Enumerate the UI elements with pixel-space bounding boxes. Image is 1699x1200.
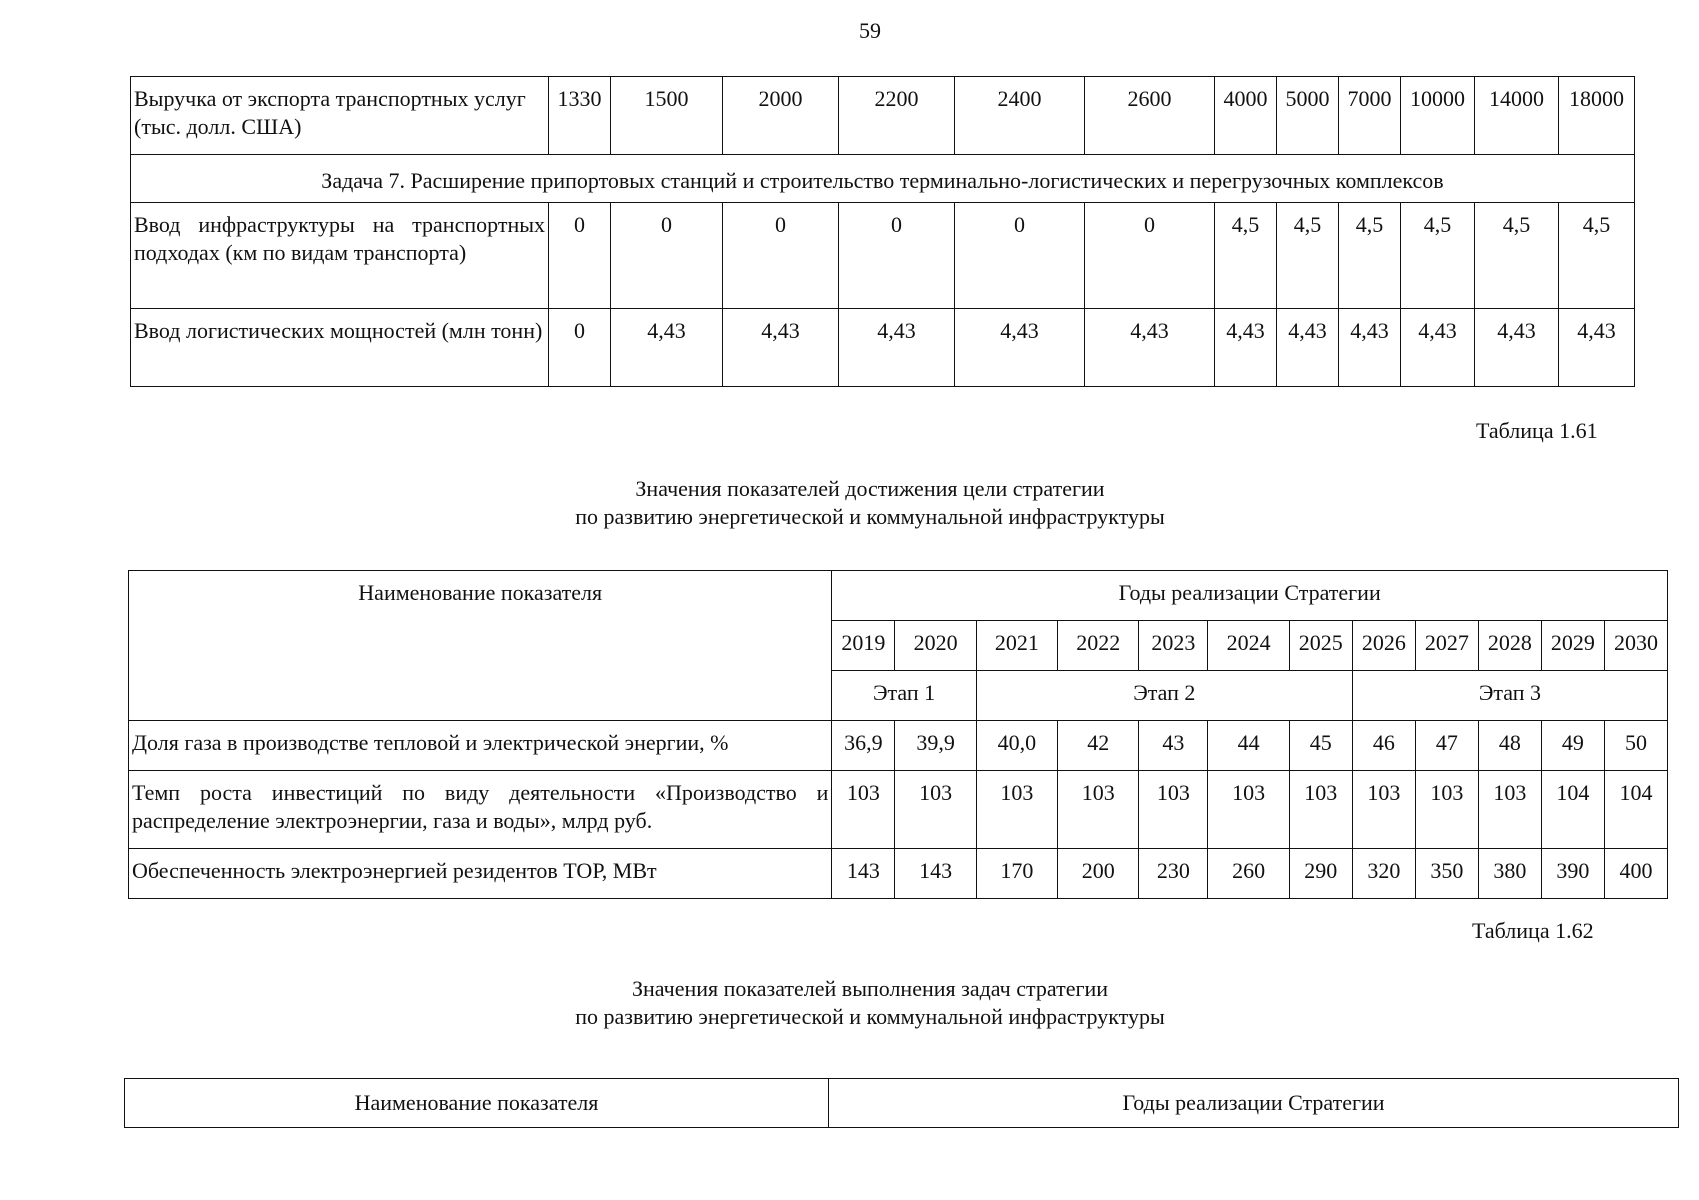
cell: 4,43 (1559, 309, 1635, 387)
cell: 104 (1604, 771, 1667, 849)
cell: 18000 (1559, 77, 1635, 155)
cell: 104 (1541, 771, 1604, 849)
table-row (131, 155, 1635, 203)
year-header: 2029 (1541, 621, 1604, 671)
year-header: 2027 (1415, 621, 1478, 671)
year-header: 2021 (976, 621, 1057, 671)
table-title-1-62-line1: Значения показателей выполнения задач стратегии (631, 976, 1109, 1001)
table-title-1-61-line1: Значения показателей достижения цели стратегии (635, 476, 1105, 501)
row-label: Обеспеченность электроэнергией резидентов ТОР, МВт (129, 849, 832, 899)
year-header: 2026 (1352, 621, 1415, 671)
cell: 4,43 (955, 309, 1085, 387)
year-header: 2028 (1478, 621, 1541, 671)
table-header-row (125, 1079, 1679, 1128)
column-header-name: Наименование показателя (129, 571, 832, 721)
cell: 2600 (1085, 77, 1215, 155)
table-header-row (129, 571, 1668, 621)
column-header-years: Годы реализации Стратегии (829, 1079, 1679, 1128)
cell: 4,5 (1339, 203, 1401, 309)
cell: 320 (1352, 849, 1415, 899)
cell: 400 (1604, 849, 1667, 899)
cell: 103 (1289, 771, 1352, 849)
cell: 49 (1541, 721, 1604, 771)
year-header: 2019 (832, 621, 895, 671)
table-title-1-61-line2: по развитию энергетической и коммунальной инфраструктуры (575, 504, 1165, 529)
cell: 42 (1058, 721, 1139, 771)
cell: 0 (723, 203, 839, 309)
transport-indicators-table (130, 76, 1635, 387)
cell: 2000 (723, 77, 839, 155)
cell: 46 (1352, 721, 1415, 771)
stage-header: Этап 3 (1352, 671, 1667, 721)
cell: 230 (1139, 849, 1208, 899)
cell: 4,5 (1215, 203, 1277, 309)
cell: 43 (1139, 721, 1208, 771)
cell: 103 (976, 771, 1057, 849)
year-header: 2024 (1208, 621, 1289, 671)
cell: 2400 (955, 77, 1085, 155)
year-header: 2022 (1058, 621, 1139, 671)
cell: 103 (1208, 771, 1289, 849)
cell: 4,5 (1475, 203, 1559, 309)
cell: 390 (1541, 849, 1604, 899)
table-row (131, 203, 1635, 309)
cell: 14000 (1475, 77, 1559, 155)
cell: 1330 (549, 77, 611, 155)
column-header-name: Наименование показателя (125, 1079, 829, 1128)
cell: 4,43 (1401, 309, 1475, 387)
cell: 290 (1289, 849, 1352, 899)
cell: 4,5 (1401, 203, 1475, 309)
cell: 0 (549, 309, 611, 387)
table-caption-1-62: Таблица 1.62 (1472, 918, 1594, 943)
cell: 143 (895, 849, 976, 899)
cell: 45 (1289, 721, 1352, 771)
cell: 0 (611, 203, 723, 309)
cell: 2200 (839, 77, 955, 155)
cell: 4,43 (723, 309, 839, 387)
cell: 0 (955, 203, 1085, 309)
cell: 4000 (1215, 77, 1277, 155)
cell: 7000 (1339, 77, 1401, 155)
cell: 39,9 (895, 721, 976, 771)
cell: 0 (839, 203, 955, 309)
cell: 5000 (1277, 77, 1339, 155)
cell: 4,43 (1475, 309, 1559, 387)
table-title-1-62-line2: по развитию энергетической и коммунальной инфраструктуры (575, 1004, 1165, 1029)
cell: 10000 (1401, 77, 1475, 155)
cell: 200 (1058, 849, 1139, 899)
table-row (131, 309, 1635, 387)
energy-task-indicators-table (124, 1078, 1679, 1128)
cell: 103 (832, 771, 895, 849)
table-caption-1-61: Таблица 1.61 (1476, 418, 1598, 443)
cell: 4,43 (1339, 309, 1401, 387)
cell: 4,5 (1559, 203, 1635, 309)
table-row (129, 721, 1668, 771)
cell: 170 (976, 849, 1057, 899)
year-header: 2020 (895, 621, 976, 671)
stage-header: Этап 1 (832, 671, 976, 721)
cell: 4,43 (1215, 309, 1277, 387)
year-header: 2025 (1289, 621, 1352, 671)
cell: 44 (1208, 721, 1289, 771)
table-row (131, 77, 1635, 155)
row-label: Выручка от экспорта транспортных услуг (тыс. долл. США) (131, 77, 549, 155)
cell: 4,5 (1277, 203, 1339, 309)
cell: 4,43 (1085, 309, 1215, 387)
table-row (129, 849, 1668, 899)
stage-header: Этап 2 (976, 671, 1352, 721)
cell: 36,9 (832, 721, 895, 771)
cell: 50 (1604, 721, 1667, 771)
cell: 47 (1415, 721, 1478, 771)
page-number: 59 (859, 18, 881, 43)
table-row (129, 771, 1668, 849)
cell: 103 (1478, 771, 1541, 849)
cell: 260 (1208, 849, 1289, 899)
cell: 103 (1139, 771, 1208, 849)
row-label: Ввод инфраструктуры на транспортных подходах (км по видам транспорта) (131, 203, 549, 309)
year-header: 2030 (1604, 621, 1667, 671)
row-label: Доля газа в производстве тепловой и электрической энергии, % (129, 721, 832, 771)
cell: 4,43 (1277, 309, 1339, 387)
year-header: 2023 (1139, 621, 1208, 671)
cell: 103 (1415, 771, 1478, 849)
column-header-years: Годы реализации Стратегии (832, 571, 1668, 621)
cell: 380 (1478, 849, 1541, 899)
cell: 103 (895, 771, 976, 849)
cell: 143 (832, 849, 895, 899)
energy-goal-indicators-table (128, 570, 1668, 899)
cell: 4,43 (611, 309, 723, 387)
task-section-heading: Задача 7. Расширение припортовых станций и строительство терминально-логистических и перегрузочных комплексов (131, 155, 1635, 203)
cell: 1500 (611, 77, 723, 155)
row-label: Ввод логистических мощностей (млн тонн) (131, 309, 549, 387)
cell: 0 (1085, 203, 1215, 309)
cell: 103 (1352, 771, 1415, 849)
cell: 0 (549, 203, 611, 309)
cell: 48 (1478, 721, 1541, 771)
row-label: Темп роста инвестиций по виду деятельности «Производство и распределение электроэнергии, газа и воды», млрд руб. (129, 771, 832, 849)
cell: 350 (1415, 849, 1478, 899)
cell: 103 (1058, 771, 1139, 849)
cell: 40,0 (976, 721, 1057, 771)
cell: 4,43 (839, 309, 955, 387)
